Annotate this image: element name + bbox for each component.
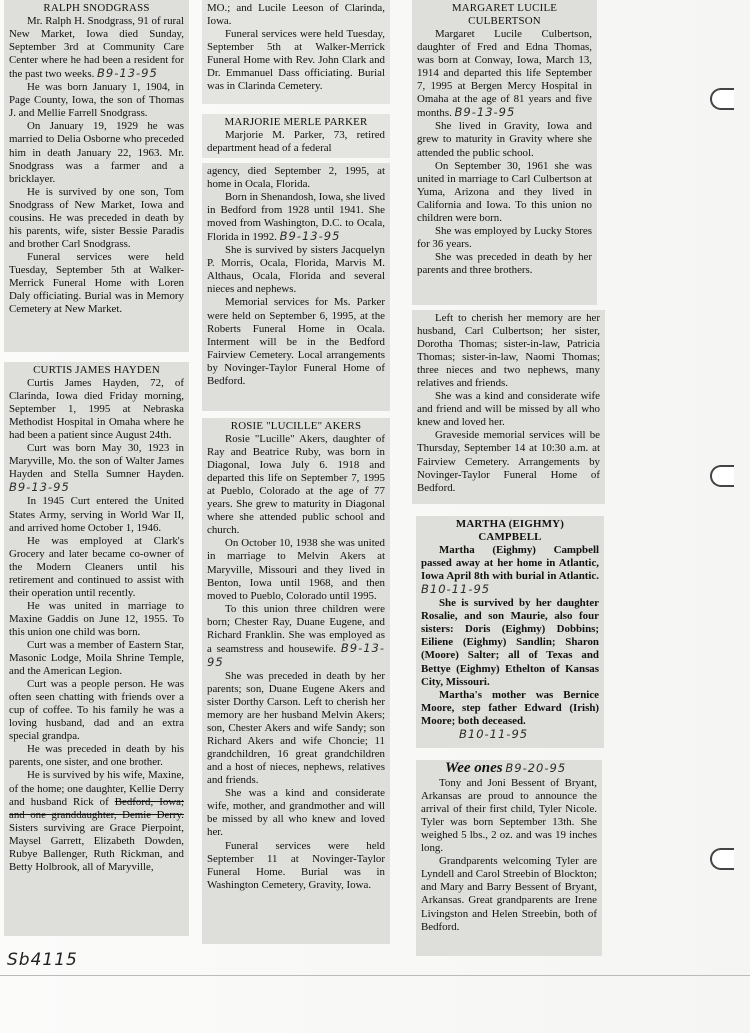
- obituary-paragraph: She was a kind and considerate wife, mother, and grandmother and will be missed by all who knew and loved her.: [207, 787, 385, 839]
- handwritten-date: B9-13-95: [9, 480, 70, 495]
- obituary-parker-top: [202, 114, 390, 158]
- binder-hole: [710, 465, 734, 487]
- handwritten-date: B9-13-95: [207, 640, 385, 669]
- obituary-culbertson: [412, 0, 597, 305]
- binder-hole: [710, 88, 734, 110]
- handwritten-date: B9-13-95: [454, 105, 516, 120]
- obituary-paragraph: Curt was a member of Eastern Star, Masonic Lodge, Moila Shrine Temple, and the American Legion.: [9, 638, 184, 678]
- announcement-paragraph: Grandparents welcoming Tyler are Lyndell and Carol Streebin of Blockton; and Mary and Barry Bessent of Bryant, Arkansas. Great grandparents are Irene Livingston and Helen Streebin, both of Bedford.: [421, 855, 597, 933]
- obituary-heading: CULBERTSON: [468, 15, 541, 28]
- obituary-paragraph: She was a kind and considerate wife and friend and will be missed by all who knew and loved her.: [417, 390, 600, 429]
- handwritten-file-number: Sb4115: [7, 950, 78, 970]
- obituary-heading: CURTIS JAMES HAYDEN: [33, 364, 160, 376]
- obituary-parker: [202, 163, 390, 411]
- obituary-snodgrass: [4, 0, 189, 352]
- obituary-paragraph: On January 19, 1929 he was married to Delia Osborne who preceded him in death January 22, 1963. Mr. Snodgrass was a farmer and a bricklayer.: [9, 120, 184, 185]
- obituary-paragraph: On October 10, 1938 she was united in marriage to Melvin Akers at Maryville, Missouri and they lived in Benton, Iowa until 1968, and then moved to Pueblo, Colorado until 1995.: [207, 537, 385, 602]
- obituary-paragraph: Curt was a people person. He was often seen chatting with friends over a cup of coffee. To his family he was a loving husband, dad and an extra special grandpa.: [9, 678, 184, 743]
- obituary-paragraph: He was employed at Clark's Grocery and later became co-owner of the Modern Cleaners until his retirement and continued to assist with their operation until recently.: [9, 534, 184, 599]
- obituary-hayden-continued: [202, 0, 390, 104]
- binder-hole: [710, 848, 734, 870]
- obituary-heading: RALPH SNODGRASS: [43, 2, 150, 14]
- obituary-heading: ROSIE "LUCILLE" AKERS: [230, 420, 362, 432]
- obituary-paragraph: She was preceded in death by her parents and three brothers.: [417, 250, 592, 276]
- obituary-paragraph: He was united in marriage to Maxine Gaddis on June 12, 1955. To this union one child was born.: [9, 599, 184, 638]
- obituary-paragraph: Martha (Eighmy) Campbell passed away at her home in Atlantic, Iowa April 8th with burial in Atlantic.: [421, 544, 599, 583]
- obituary-paragraph: She lived in Gravity, Iowa and grew to maturity in Gravity where she attended the public school.: [417, 120, 592, 159]
- obituary-akers: [202, 418, 390, 944]
- obituary-hayden: [4, 362, 189, 936]
- announcement-paragraph: Tony and Joni Bessent of Bryant, Arkansas are proud to announce the arrival of their first child, Tyler Nicole. Tyler was born September 13th. She weighed 5 lbs., 2 oz. and was 19 inches long.: [421, 777, 597, 855]
- handwritten-date: B10-11-95: [459, 726, 529, 741]
- obituary-paragraph: Mr. Ralph H. Snodgrass, 91 of rural New Market, Iowa died Sunday, September 3rd at Community Care Center where he had been a resident for the past two weeks.: [9, 15, 184, 81]
- obituary-heading: CAMPBELL: [478, 531, 542, 544]
- obituary-paragraph: Rosie "Lucille" Akers, daughter of Ray and Beatrice Ruby, was born in Diagonal, Iowa July 6. 1918 and departed this life on September 7, 1995 at Pueblo, Colorado at the age of 77 years. She grew to maturity in Diagonal where she attended public school and church.: [207, 433, 385, 537]
- obituary-heading: MARTHA (EIGHMY): [455, 518, 565, 530]
- obituary-paragraph: She is survived by sisters Jacquelyn P. Morris, Ocala, Florida, Marvis M. Althaus, Ocala, Florida and several nieces and nephews.: [207, 244, 385, 296]
- obituary-paragraph: Funeral services were held Tuesday, September 5th at Walker-Merrick Funeral Home with Rev. John Clark and Dr. Emmanuel Dass officiating. Burial was in Clarinda Cemetery.: [207, 28, 385, 93]
- obituary-paragraph: Left to cherish her memory are her husband, Carl Culbertson; her sister, Dorotha Thomas; sister-in-law, Patricia Thomas; sister-in-law, Naomi Thomas; three nieces and two nephews, many relatives and friends.: [417, 312, 600, 390]
- obituary-paragraph: To this union three children were born; Chester Ray, Duane Eugene, and Richard Franklin. She was employed as a seamstress and housewife.: [207, 602, 385, 655]
- obituary-paragraph: agency, died September 2, 1995, at home in Ocala, Florida.: [207, 165, 385, 191]
- obituary-paragraph: He was preceded in death by his parents, one sister, and one brother.: [9, 743, 184, 769]
- struck-text: Bedford, Iowa; and one granddaughter, Demie Derry.: [9, 795, 184, 821]
- obituary-paragraph: Curt was born May 30, 1923 in Maryville, Mo. the son of Walter James Hayden and Stella Sumner Hayden.: [9, 442, 184, 481]
- obituary-paragraph: She was employed by Lucky Stores for 36 years.: [417, 224, 592, 250]
- obituary-paragraph: She was preceded in death by her parents; son, Duane Eugene Akers and sister Dorthy Carson. Left to cherish her memory are her husband Melvin Akers; son, Chester Akers and wife Sandy; son Richard Akers and wife Choncie; 11 grandchildren, 16 great grandchildren and a host of nieces, nephews, relatives and friends.: [207, 669, 385, 787]
- obituary-heading: MARGARET LUCILE: [451, 2, 558, 14]
- obituary-campbell: [416, 516, 604, 748]
- page-edge-line: [0, 975, 750, 976]
- birth-announcement: [416, 760, 602, 956]
- obituary-paragraph: He is survived by one son, Tom Snodgrass of New Market, Iowa and cousins. He was preceded in death by his parents, wife, sister Bessie Paradis and brother Carl Snodgrass.: [9, 185, 184, 250]
- obituary-paragraph: MO.; and Lucile Leeson of Clarinda, Iowa.: [207, 2, 385, 28]
- obituary-paragraph: Sisters surviving are Grace Pierpoint, Maysel Garrett, Elizabeth Dowden, Rubye Ballenger, Ruth Rickman, and Betty Holbrook, all of Maryville,: [9, 821, 184, 873]
- obituary-paragraph: Funeral services were held September 11 at Novinger-Taylor Funeral Home. Burial was in Washington Cemetery, Gravity, Iowa.: [207, 839, 385, 891]
- obituary-paragraph: Margaret Lucile Culbertson, daughter of Fred and Edna Thomas, was born at Conway, Iowa, March 13, 1914 and departed this life September 7, 1995 at Bergen Mercy Hospital in Omaha at the age of 81 years and five months.: [417, 28, 592, 120]
- obituary-paragraph: Funeral services were held Tuesday, September 5th at Walker-Merrick Funeral Home with Loren Daly officiating. Burial was in Memory Cemetery at New Market.: [9, 250, 184, 316]
- obituary-paragraph: Born in Shenandosh, Iowa, she lived in Bedford from 1928 until 1941. She moved from Washington, D.C. to Ocala, Florida in 1992.: [207, 191, 386, 244]
- obituary-paragraph: On September 30, 1961 she was united in marriage to Carl Culbertson at Yuma, Arizona and they lived in California and Iowa. To this union no children were born.: [417, 159, 592, 224]
- obituary-paragraph: In 1945 Curt entered the United States Army, serving in World War II, and arrived home October 1, 1946.: [9, 495, 184, 534]
- obituary-paragraph: He was born January 1, 1904, in Page County, Iowa, the son of Thomas J. and Mellie Farrell Snodgrass.: [9, 81, 184, 120]
- handwritten-date: B9-13-95: [279, 229, 341, 244]
- handwritten-date: B9-20-95: [505, 761, 567, 775]
- obituary-paragraph: Graveside memorial services will be Thursday, September 14 at 10:30 a.m. at Fairview Cemetery. Arrangements by Novinger-Taylor Funeral Home of Bedford.: [417, 429, 600, 494]
- obituary-paragraph: Martha's mother was Bernice Moore, step father Edward (Irish) Moore; both deceased.: [421, 688, 599, 727]
- obituary-paragraph: Memorial services for Ms. Parker were held on September 6, 1995, at the Roberts Funeral Home in Ocala. Interment will be in the Bedford Fairview Cemetery. Local arrangements by Novinger-Taylor Funeral Home of Bedford.: [207, 296, 385, 387]
- obituary-paragraph: She is survived by her daughter Rosalie, and son Maurie, also four sisters: Doris (Eighmy) Dobbins; Eiliene (Eighmy) Sandlin; Sharon (Moore) Salter; all of Texas and Bettye (Eighmy) Ethelton of Kansas City, Missouri.: [421, 597, 599, 688]
- handwritten-date: B9-13-95: [97, 66, 158, 81]
- obituary-paragraph: Curtis James Hayden, 72, of Clarinda, Iowa died Friday morning, September 1, 1995 at Nebraska Methodist Hospital in Omaha where he had been a patient since August 24th.: [9, 377, 184, 442]
- obituary-heading: MARJORIE MERLE PARKER: [224, 116, 368, 128]
- obituary-culbertson-continued: [412, 310, 605, 504]
- handwritten-date: B10-11-95: [421, 582, 491, 597]
- obituary-paragraph: He is survived by his wife, Maxine, of the home; one daughter, Kellie Derry and husband Rick of: [9, 769, 184, 808]
- obituary-paragraph: Marjorie M. Parker, 73, retired department head of a federal: [207, 129, 385, 155]
- announcement-heading: Wee ones: [445, 760, 503, 776]
